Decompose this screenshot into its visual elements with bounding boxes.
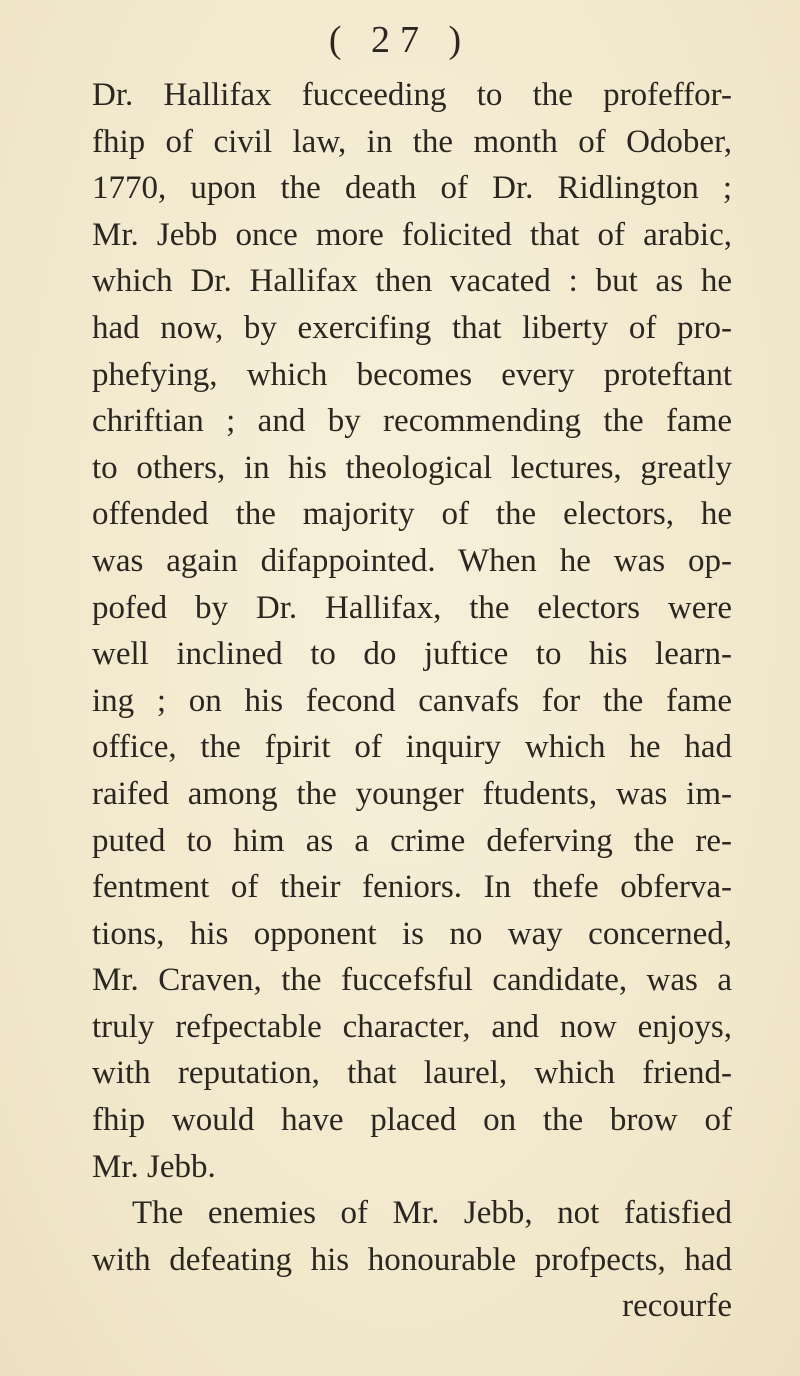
text-line: chriftian ; and by recommending the fame bbox=[92, 403, 732, 440]
text-line: fhip of civil law, in the month of Odober, bbox=[92, 123, 732, 160]
text-line: had now, by exercifing that liberty of pro- bbox=[92, 309, 732, 346]
text-line: ing ; on his fecond canvafs for the fame bbox=[92, 682, 732, 719]
text-line: was again difappointed. When he was op- bbox=[92, 542, 732, 579]
text-line: fentment of their feniors. In thefe obferva- bbox=[92, 869, 732, 906]
text-line: phefying, which becomes every proteftant bbox=[92, 356, 732, 393]
text-line: offended the majority of the electors, he bbox=[92, 496, 732, 533]
text-line: with reputation, that laurel, which friend- bbox=[92, 1055, 732, 1092]
text-line: pofed by Dr. Hallifax, the electors were bbox=[92, 589, 732, 626]
body-text bbox=[92, 72, 732, 1330]
text-line: office, the fpirit of inquiry which he had bbox=[92, 729, 732, 766]
page-number: ( 27 ) bbox=[328, 19, 472, 61]
text-line: Dr. Hallifax fucceeding to the profeffor- bbox=[92, 77, 732, 113]
text-line: Mr. Jebb once more folicited that of arabic, bbox=[92, 216, 732, 253]
text-line: with defeating his honourable profpects, had bbox=[92, 1241, 732, 1278]
text-line: truly refpectable character, and now enjoys, bbox=[92, 1008, 732, 1045]
text-line: Mr. Jebb. bbox=[92, 1148, 216, 1185]
text-line: tions, his opponent is no way concerned, bbox=[92, 915, 732, 952]
text-line: which Dr. Hallifax then vacated : but as he bbox=[92, 263, 732, 300]
text-line: well inclined to do juftice to his learn- bbox=[92, 636, 732, 673]
text-line: to others, in his theological lectures, greatly bbox=[92, 449, 732, 486]
text-line: puted to him as a crime deferving the re- bbox=[92, 822, 732, 859]
text-line: 1770, upon the death of Dr. Ridlington ; bbox=[92, 170, 732, 207]
text-line: Mr. Craven, the fuccefsful candidate, was a bbox=[92, 962, 732, 999]
text-line: fhip would have placed on the brow of bbox=[92, 1102, 732, 1139]
catchword: recourfe bbox=[622, 1288, 732, 1325]
text-line: The enemies of Mr. Jebb, not fatisfied bbox=[132, 1195, 732, 1232]
text-line: raifed among the younger ftudents, was im- bbox=[92, 775, 732, 812]
